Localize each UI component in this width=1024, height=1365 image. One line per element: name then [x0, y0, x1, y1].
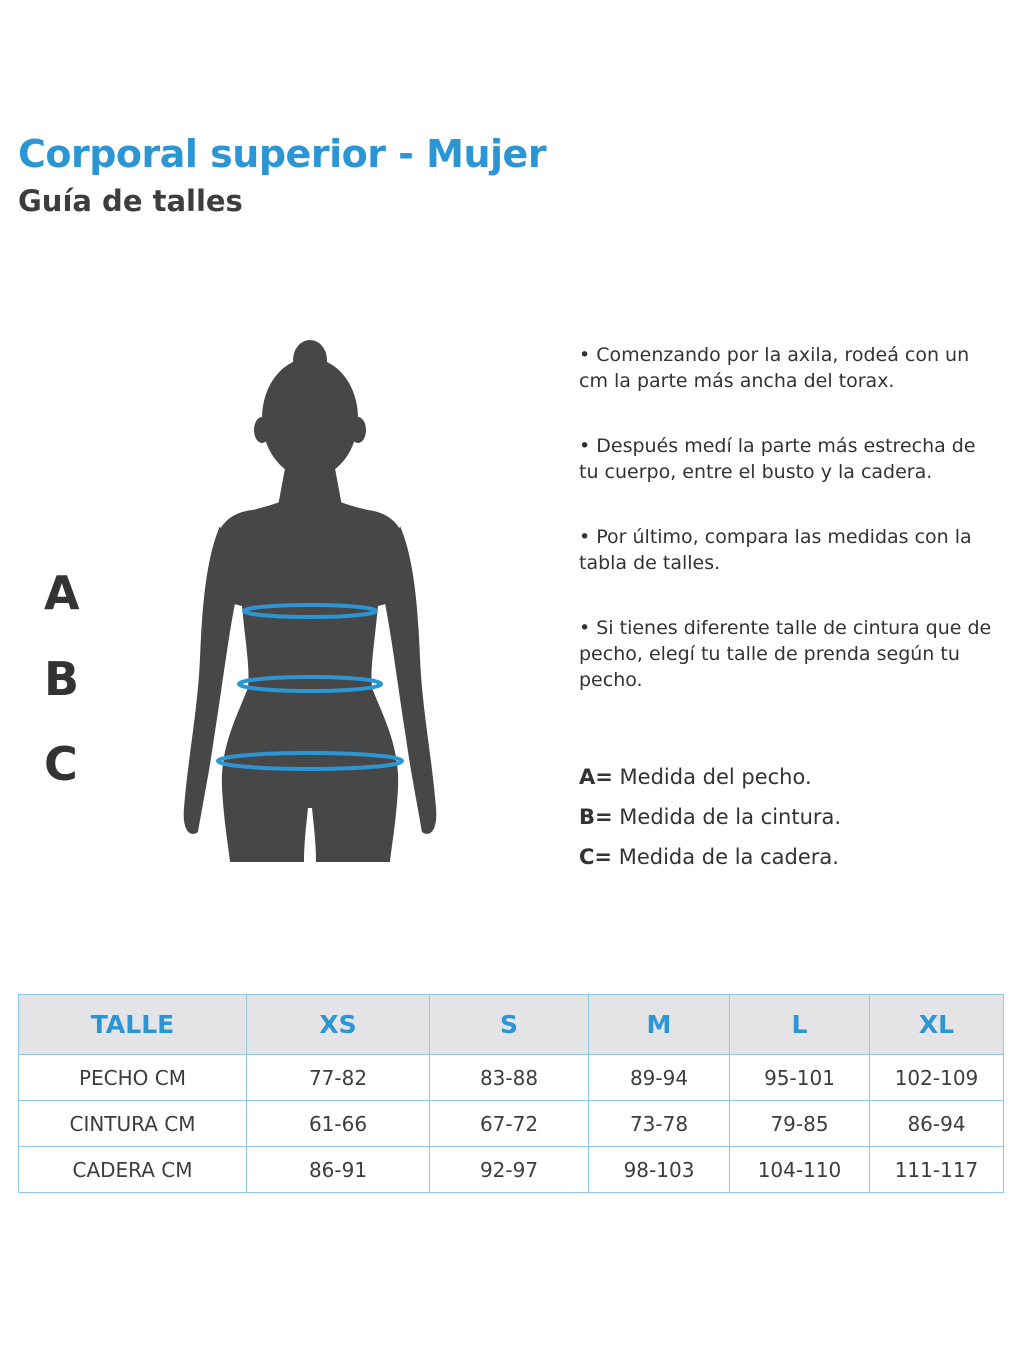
- legend-key: C=: [579, 845, 613, 869]
- measurement-legend: [579, 763, 841, 883]
- table-cell: 79-85: [730, 1101, 870, 1147]
- table-row: [19, 1055, 1004, 1101]
- table-cell: 73-78: [589, 1101, 730, 1147]
- row-label: PECHO CM: [19, 1055, 247, 1101]
- legend-text: Medida del pecho.: [619, 765, 812, 789]
- table-cell: 67-72: [430, 1101, 589, 1147]
- header-xl: XL: [870, 995, 1004, 1055]
- letter-c: C: [44, 737, 78, 791]
- legend-text: Medida de la cintura.: [619, 805, 842, 829]
- legend-text: Medida de la cadera.: [618, 845, 839, 869]
- table-cell: 111-117: [870, 1147, 1004, 1193]
- table-cell: 77-82: [247, 1055, 430, 1101]
- table-cell: 104-110: [730, 1147, 870, 1193]
- header-xs: XS: [247, 995, 430, 1055]
- legend-item-a: [579, 763, 841, 803]
- table-cell: 83-88: [430, 1055, 589, 1101]
- table-cell: 86-94: [870, 1101, 1004, 1147]
- table-cell: 98-103: [589, 1147, 730, 1193]
- table-cell: 95-101: [730, 1055, 870, 1101]
- page-title: Corporal superior - Mujer: [18, 132, 547, 176]
- woman-silhouette-icon: [176, 338, 444, 866]
- legend-key: B=: [579, 805, 613, 829]
- instruction-1: • Comenzando por la axila, rodeá con un cm la parte más ancha del torax.: [579, 344, 970, 392]
- size-table: [18, 994, 1004, 1193]
- table-cell: 102-109: [870, 1055, 1004, 1101]
- row-label: CADERA CM: [19, 1147, 247, 1193]
- table-cell: 86-91: [247, 1147, 430, 1193]
- table-row: [19, 1101, 1004, 1147]
- table-cell: 89-94: [589, 1055, 730, 1101]
- header-m: M: [589, 995, 730, 1055]
- table-header-row: [19, 995, 1004, 1055]
- header-l: L: [730, 995, 870, 1055]
- letter-a: A: [44, 566, 80, 620]
- header-s: S: [430, 995, 589, 1055]
- letter-b: B: [44, 652, 80, 706]
- legend-item-c: [579, 843, 841, 883]
- legend-key: A=: [579, 765, 613, 789]
- silhouette-body: [184, 340, 437, 862]
- table-cell: 92-97: [430, 1147, 589, 1193]
- instructions: [579, 342, 999, 732]
- page-subtitle: Guía de talles: [18, 184, 243, 218]
- instruction-4: • Si tienes diferente talle de cintura que de pecho, elegí tu talle de prenda según tu pecho.: [579, 617, 992, 691]
- table-row: [19, 1147, 1004, 1193]
- instruction-2: • Después medí la parte más estrecha de tu cuerpo, entre el busto y la cadera.: [579, 435, 976, 483]
- table-cell: 61-66: [247, 1101, 430, 1147]
- header-talle: TALLE: [19, 995, 247, 1055]
- instruction-3: • Por último, compara las medidas con la tabla de talles.: [579, 526, 972, 574]
- row-label: CINTURA CM: [19, 1101, 247, 1147]
- legend-item-b: [579, 803, 841, 843]
